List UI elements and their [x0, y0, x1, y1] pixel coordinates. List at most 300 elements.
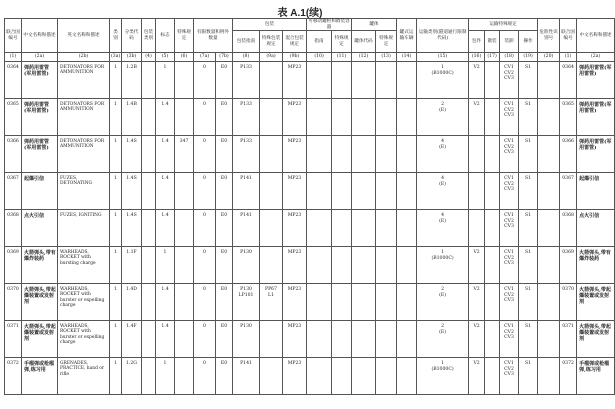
column-index-cell: (17) [485, 53, 500, 62]
cell-ts-loading: CV1 CV2 CV3 [500, 358, 519, 395]
cell-ts-loading: CV1 CV2 CV3 [500, 99, 519, 136]
table-row [5, 210, 615, 247]
column-index-cell: (19) [519, 53, 538, 62]
header-ts-bulk: 散装 [485, 31, 500, 53]
cell-labels: 1 [156, 247, 175, 284]
cell-en-name: DETONATORS FOR AMMUNITION [58, 99, 110, 136]
column-index-cell: (9b) [283, 53, 307, 62]
cell-pt-special [332, 136, 352, 173]
table-row [5, 247, 615, 284]
cell-packing-group [142, 358, 156, 395]
cell-tank-special [376, 321, 397, 358]
cell-class-code: 1.2G [122, 358, 142, 395]
cell-hazard-id [538, 321, 560, 358]
header-pkg-special: 特殊包装规定 [260, 31, 283, 53]
cell-tank-special [376, 136, 397, 173]
cell-class: 1 [110, 210, 122, 247]
cell-tank-special [376, 284, 397, 321]
table-title: 表 A.1(续) [277, 8, 323, 19]
cell-tank-code [352, 210, 376, 247]
cell-pkg-instr: P141 [233, 173, 260, 210]
column-index-cell: (9a) [260, 53, 283, 62]
column-index-cell: (6) [175, 53, 194, 62]
table-row [5, 284, 615, 321]
cell-special [175, 321, 194, 358]
cell-ts-loading: CV1 CV2 CV3 [500, 284, 519, 321]
cell-pkg-special [260, 247, 283, 284]
cell-un-no-2: 0367 [560, 173, 577, 210]
header-portable-tank: 可移动罐柜和散装容器 [308, 19, 350, 30]
cell-limited-qty: 0 [194, 284, 216, 321]
cell-vehicle [397, 173, 417, 210]
column-index-cell: (18) [500, 53, 519, 62]
cell-excepted-qty: E0 [216, 321, 233, 358]
cell-ts-operation: S1 [519, 210, 538, 247]
cell-en-name: GRENADES, PRACTICE, hand or rifle [58, 358, 110, 395]
column-index-row [5, 53, 615, 62]
cell-ts-operation: S1 [519, 321, 538, 358]
cell-un-no-2: 0370 [560, 284, 577, 321]
cell-tank-code [352, 62, 376, 99]
table-row [5, 99, 615, 136]
cell-cn-name-2: 手榴弹或枪榴弹,练习用 [577, 358, 615, 395]
cell-pt-instr [307, 62, 332, 99]
header-vehicle: 罐式运输车辆 [397, 19, 417, 53]
cell-special [175, 247, 194, 284]
cell-pkg-instr: P133 [233, 99, 260, 136]
cell-excepted-qty: E0 [216, 136, 233, 173]
cell-tank-code [352, 284, 376, 321]
column-index-cell: (5) [156, 53, 175, 62]
column-index-cell: (12) [352, 53, 376, 62]
cell-cn-name-2: 弹药用雷管(军用雷管) [577, 136, 615, 173]
cell-cn-name-2: 起爆引信 [577, 173, 615, 210]
column-index-cell: (8) [233, 53, 260, 62]
cell-transport-category: 4 (E) [417, 210, 469, 247]
cell-ts-package: V2 [469, 62, 485, 99]
cell-ts-operation: S1 [519, 62, 538, 99]
header-special: 特殊规定 [175, 19, 194, 53]
column-index-cell: (7a) [194, 53, 216, 62]
cell-tank-code [352, 247, 376, 284]
header-un-no-2: 联合国编号 [560, 19, 577, 53]
cell-cn-name: 弹药用雷管(军用雷管) [22, 136, 58, 173]
cell-ts-operation: S1 [519, 247, 538, 284]
column-index-cell: (2a) [577, 53, 615, 62]
cell-hazard-id [538, 247, 560, 284]
cell-class: 1 [110, 284, 122, 321]
cell-ts-bulk [485, 173, 500, 210]
cell-cn-name: 起爆引信 [22, 173, 58, 210]
cell-un-no: 0364 [5, 62, 22, 99]
cell-class-code: 1.4S [122, 136, 142, 173]
cell-cn-name-2: 弹药用雷管(军用雷管) [577, 62, 615, 99]
cell-transport-category: 2 (E) [417, 99, 469, 136]
cell-packing-group [142, 210, 156, 247]
cell-packing-group [142, 321, 156, 358]
dangerous-goods-table [4, 18, 615, 395]
cell-pt-special [332, 358, 352, 395]
cell-un-no: 0371 [5, 321, 22, 358]
cell-vehicle [397, 247, 417, 284]
cell-pkg-special [260, 173, 283, 210]
table-row [5, 136, 615, 173]
header-hazard-id: 危险性识别号 [538, 19, 560, 53]
column-index-cell: (10) [307, 53, 332, 62]
cell-class: 1 [110, 136, 122, 173]
cell-pt-special [332, 321, 352, 358]
cell-ts-bulk [485, 247, 500, 284]
cell-hazard-id [538, 173, 560, 210]
cell-un-no: 0370 [5, 284, 22, 321]
column-index-cell: (2a) [22, 53, 58, 62]
cell-ts-package: V2 [469, 284, 485, 321]
cell-un-no-2: 0372 [560, 358, 577, 395]
cell-pt-special [332, 173, 352, 210]
cell-pkg-special [260, 358, 283, 395]
cell-ts-bulk [485, 358, 500, 395]
cell-cn-name: 手榴弹或枪榴弹,练习用 [22, 358, 58, 395]
cell-un-no: 0369 [5, 247, 22, 284]
cell-ts-package: V2 [469, 321, 485, 358]
cell-pt-special [332, 247, 352, 284]
cell-tank-special [376, 99, 397, 136]
cell-tank-code [352, 136, 376, 173]
cell-excepted-qty: E0 [216, 284, 233, 321]
cell-ts-package: V2 [469, 247, 485, 284]
cell-cn-name: 火箭弹头,带有爆炸装药 [22, 247, 58, 284]
cell-labels: 1.4 [156, 136, 175, 173]
cell-ts-package [469, 210, 485, 247]
cell-special: 347 [175, 136, 194, 173]
cell-cn-name-2: 火箭弹头,带起爆装置或发射剂 [577, 284, 615, 321]
header-tank: 罐体 [352, 19, 397, 31]
cell-packing-group [142, 136, 156, 173]
cell-transport-category: 4 (E) [417, 173, 469, 210]
cell-ts-operation: S1 [519, 136, 538, 173]
cell-ts-package: V2 [469, 358, 485, 395]
cell-ts-bulk [485, 210, 500, 247]
cell-limited-qty: 0 [194, 136, 216, 173]
cell-ts-operation: S1 [519, 358, 538, 395]
table-row [5, 173, 615, 210]
cell-labels: 1.4 [156, 210, 175, 247]
cell-pt-special [332, 284, 352, 321]
cell-class-code: 1.4F [122, 321, 142, 358]
cell-class-code: 1.1F [122, 247, 142, 284]
cell-pt-instr [307, 99, 332, 136]
cell-ts-loading: CV1 CV2 CV3 [500, 173, 519, 210]
cell-cn-name: 火箭弹头,带起爆装置或发射剂 [22, 321, 58, 358]
cell-tank-code [352, 99, 376, 136]
column-index-cell: (15) [417, 53, 469, 62]
cell-pkg-special [260, 62, 283, 99]
cell-limited-qty: 0 [194, 321, 216, 358]
column-index-cell: (3a) [110, 53, 122, 62]
cell-pt-special [332, 62, 352, 99]
cell-cn-name: 火箭弹头,带起爆装置或发射剂 [22, 284, 58, 321]
header-pkg-instr: 包装指南 [233, 31, 260, 53]
cell-vehicle [397, 62, 417, 99]
cell-class: 1 [110, 358, 122, 395]
cell-vehicle [397, 358, 417, 395]
cell-cn-name-2: 火箭弹头,带有爆炸装药 [577, 247, 615, 284]
cell-special [175, 62, 194, 99]
cell-mixed-pkg: MP23 [283, 136, 307, 173]
column-index-cell: (1) [5, 53, 22, 62]
cell-mixed-pkg: MP23 [283, 99, 307, 136]
cell-ts-operation: S1 [519, 173, 538, 210]
header-ts-operation: 操作 [519, 31, 538, 53]
column-index-cell: (13) [376, 53, 397, 62]
cell-tank-special [376, 173, 397, 210]
cell-pkg-instr: P130 LP101 [233, 284, 260, 321]
cell-un-no-2: 0371 [560, 321, 577, 358]
cell-special [175, 173, 194, 210]
cell-mixed-pkg: MP23 [283, 358, 307, 395]
header-class-code: 分类代码 [122, 19, 142, 53]
cell-excepted-qty: E0 [216, 173, 233, 210]
cell-class: 1 [110, 99, 122, 136]
cell-pkg-instr: P133 [233, 136, 260, 173]
cell-en-name: DETONATORS FOR AMMUNITION [58, 62, 110, 99]
cell-transport-category: 1 (B1000C) [417, 62, 469, 99]
column-index-cell: (3b) [122, 53, 142, 62]
cell-hazard-id [538, 284, 560, 321]
cell-ts-operation: S1 [519, 99, 538, 136]
cell-un-no: 0365 [5, 99, 22, 136]
cell-ts-loading: CV1 CV2 CV3 [500, 247, 519, 284]
cell-tank-special [376, 62, 397, 99]
header-transport-category: 运输类别(隧道通行限制代码) [417, 19, 469, 53]
header-tank-special: 特殊规定 [376, 31, 397, 53]
cell-pkg-instr: P133 [233, 62, 260, 99]
cell-class: 1 [110, 247, 122, 284]
cell-ts-package [469, 173, 485, 210]
cell-cn-name-2: 火箭弹头,带起爆装置或发射剂 [577, 321, 615, 358]
cell-mixed-pkg: MP23 [283, 62, 307, 99]
header-packaging: 包装 [233, 19, 307, 31]
cell-class: 1 [110, 321, 122, 358]
cell-ts-package [469, 136, 485, 173]
cell-mixed-pkg: MP23 [283, 210, 307, 247]
column-index-cell: (4) [142, 53, 156, 62]
cell-excepted-qty: E0 [216, 210, 233, 247]
cell-labels: 1.4 [156, 284, 175, 321]
header-pt-special: 特殊规定 [332, 31, 352, 53]
cell-pkg-special [260, 136, 283, 173]
cell-en-name: FUZES, IGNITING [58, 210, 110, 247]
cell-un-no-2: 0364 [560, 62, 577, 99]
cell-vehicle [397, 210, 417, 247]
header-labels: 标志 [156, 19, 175, 53]
column-index-cell: (16) [469, 53, 485, 62]
cell-vehicle [397, 321, 417, 358]
cell-pt-instr [307, 358, 332, 395]
cell-pt-special [332, 99, 352, 136]
header-ts-package: 包件 [469, 31, 485, 53]
cell-ts-loading: CV1 CV2 CV3 [500, 210, 519, 247]
cell-limited-qty: 0 [194, 62, 216, 99]
cell-transport-category: 2 (E) [417, 321, 469, 358]
cell-ts-loading: CV1 CV2 CV3 [500, 62, 519, 99]
cell-un-no: 0372 [5, 358, 22, 395]
cell-un-no-2: 0369 [560, 247, 577, 284]
cell-hazard-id [538, 210, 560, 247]
cell-ts-operation: S1 [519, 284, 538, 321]
cell-mixed-pkg: MP23 [283, 173, 307, 210]
cell-un-no-2: 0365 [560, 99, 577, 136]
cell-transport-category: 1 (B1000C) [417, 358, 469, 395]
cell-tank-code [352, 358, 376, 395]
cell-cn-name-2: 弹药用雷管(军用雷管) [577, 99, 615, 136]
cell-tank-special [376, 247, 397, 284]
cell-hazard-id [538, 99, 560, 136]
cell-special [175, 284, 194, 321]
cell-en-name: FUZES, DETONATING [58, 173, 110, 210]
cell-ts-loading: CV1 CV2 CV3 [500, 321, 519, 358]
cell-un-no: 0368 [5, 210, 22, 247]
cell-cn-name: 弹药用雷管(军用雷管) [22, 99, 58, 136]
cell-pt-instr [307, 284, 332, 321]
cell-cn-name: 点火引信 [22, 210, 58, 247]
cell-pkg-special: PP67 L1 [260, 284, 283, 321]
cell-class: 1 [110, 173, 122, 210]
cell-limited-qty: 0 [194, 99, 216, 136]
header-limited-qty: 有限数量和例外数量 [194, 19, 233, 53]
cell-tank-code [352, 173, 376, 210]
cell-en-name: WARHEADS, ROCKET with bursting charge [58, 247, 110, 284]
header-en-name: 英文名称和描述 [58, 19, 110, 53]
cell-packing-group [142, 284, 156, 321]
cell-hazard-id [538, 358, 560, 395]
column-index-cell: (11) [332, 53, 352, 62]
cell-vehicle [397, 136, 417, 173]
table-body [5, 62, 615, 395]
cell-un-no-2: 0366 [560, 136, 577, 173]
cell-vehicle [397, 284, 417, 321]
cell-pkg-special [260, 99, 283, 136]
header-cn-name-2: 中文名称和描述 [577, 19, 615, 53]
cell-labels: 1 [156, 358, 175, 395]
cell-limited-qty: 0 [194, 210, 216, 247]
cell-class-code: 1.2B [122, 62, 142, 99]
cell-excepted-qty: E0 [216, 62, 233, 99]
cell-transport-category: 1 (B1000C) [417, 247, 469, 284]
cell-ts-bulk [485, 284, 500, 321]
cell-tank-special [376, 358, 397, 395]
cell-packing-group [142, 173, 156, 210]
cell-cn-name: 弹药用雷管(军用雷管) [22, 62, 58, 99]
cell-pt-instr [307, 210, 332, 247]
cell-excepted-qty: E0 [216, 247, 233, 284]
cell-transport-category: 2 (E) [417, 284, 469, 321]
column-index-cell: (20) [538, 53, 560, 62]
cell-ts-bulk [485, 99, 500, 136]
cell-excepted-qty: E0 [216, 99, 233, 136]
cell-packing-group [142, 99, 156, 136]
cell-special [175, 358, 194, 395]
cell-class-code: 1.4S [122, 210, 142, 247]
cell-en-name: DETONATORS FOR AMMUNITION [58, 136, 110, 173]
cell-pkg-special [260, 210, 283, 247]
cell-special [175, 210, 194, 247]
cell-cn-name-2: 点火引信 [577, 210, 615, 247]
cell-tank-special [376, 210, 397, 247]
header-transport-special: 运输特殊规定 [469, 19, 538, 31]
cell-mixed-pkg: MP23 [283, 321, 307, 358]
cell-vehicle [397, 99, 417, 136]
cell-ts-package: V2 [469, 99, 485, 136]
cell-limited-qty: 0 [194, 358, 216, 395]
header-un-no: 联合国编号 [5, 19, 22, 53]
cell-ts-loading: CV1 CV2 CV3 [500, 136, 519, 173]
cell-labels: 1.4 [156, 173, 175, 210]
column-index-cell: (14) [397, 53, 417, 62]
cell-un-no-2: 0368 [560, 210, 577, 247]
cell-en-name: WARHEADS, ROCKET with burster or expelling charge [58, 321, 110, 358]
cell-packing-group [142, 247, 156, 284]
header-class: 类别 [110, 19, 122, 53]
header-pt-instr: 指南 [307, 31, 332, 53]
cell-pt-instr [307, 173, 332, 210]
cell-excepted-qty: E0 [216, 358, 233, 395]
cell-pkg-instr: P141 [233, 358, 260, 395]
column-index-cell: (2b) [58, 53, 110, 62]
cell-tank-code [352, 321, 376, 358]
cell-pkg-instr: P130 [233, 247, 260, 284]
cell-en-name: WARHEADS, ROCKET with burster or expelling charge [58, 284, 110, 321]
cell-hazard-id [538, 136, 560, 173]
cell-pt-instr [307, 247, 332, 284]
header-cn-name: 中文名称和描述 [22, 19, 58, 53]
cell-transport-category: 4 (E) [417, 136, 469, 173]
cell-class: 1 [110, 62, 122, 99]
table-row [5, 62, 615, 99]
cell-labels: 1.4 [156, 99, 175, 136]
cell-pkg-instr: P130 [233, 321, 260, 358]
cell-labels: 1.4 [156, 321, 175, 358]
cell-limited-qty: 0 [194, 247, 216, 284]
column-index-cell: (7b) [216, 53, 233, 62]
cell-pkg-special [260, 321, 283, 358]
column-index-cell: (1) [560, 53, 577, 62]
cell-class-code: 1.4D [122, 284, 142, 321]
header-packing-group: 包装类别 [142, 19, 156, 53]
header-ts-loading: 装卸 [500, 31, 519, 53]
cell-ts-bulk [485, 62, 500, 99]
cell-special [175, 99, 194, 136]
cell-labels: 1 [156, 62, 175, 99]
header-mixed-pkg: 混合包装规定 [283, 31, 307, 53]
cell-un-no: 0367 [5, 173, 22, 210]
cell-packing-group [142, 62, 156, 99]
header-tank-code: 罐体代码 [352, 31, 376, 53]
cell-ts-bulk [485, 321, 500, 358]
cell-pt-instr [307, 321, 332, 358]
cell-pt-special [332, 210, 352, 247]
table-row [5, 321, 615, 358]
cell-hazard-id [538, 62, 560, 99]
cell-limited-qty: 0 [194, 173, 216, 210]
cell-class-code: 1.4S [122, 173, 142, 210]
cell-mixed-pkg: MP23 [283, 247, 307, 284]
cell-pkg-instr: P141 [233, 210, 260, 247]
table-row [5, 358, 615, 395]
cell-mixed-pkg: MP23 [283, 284, 307, 321]
cell-class-code: 1.4B [122, 99, 142, 136]
cell-ts-bulk [485, 136, 500, 173]
